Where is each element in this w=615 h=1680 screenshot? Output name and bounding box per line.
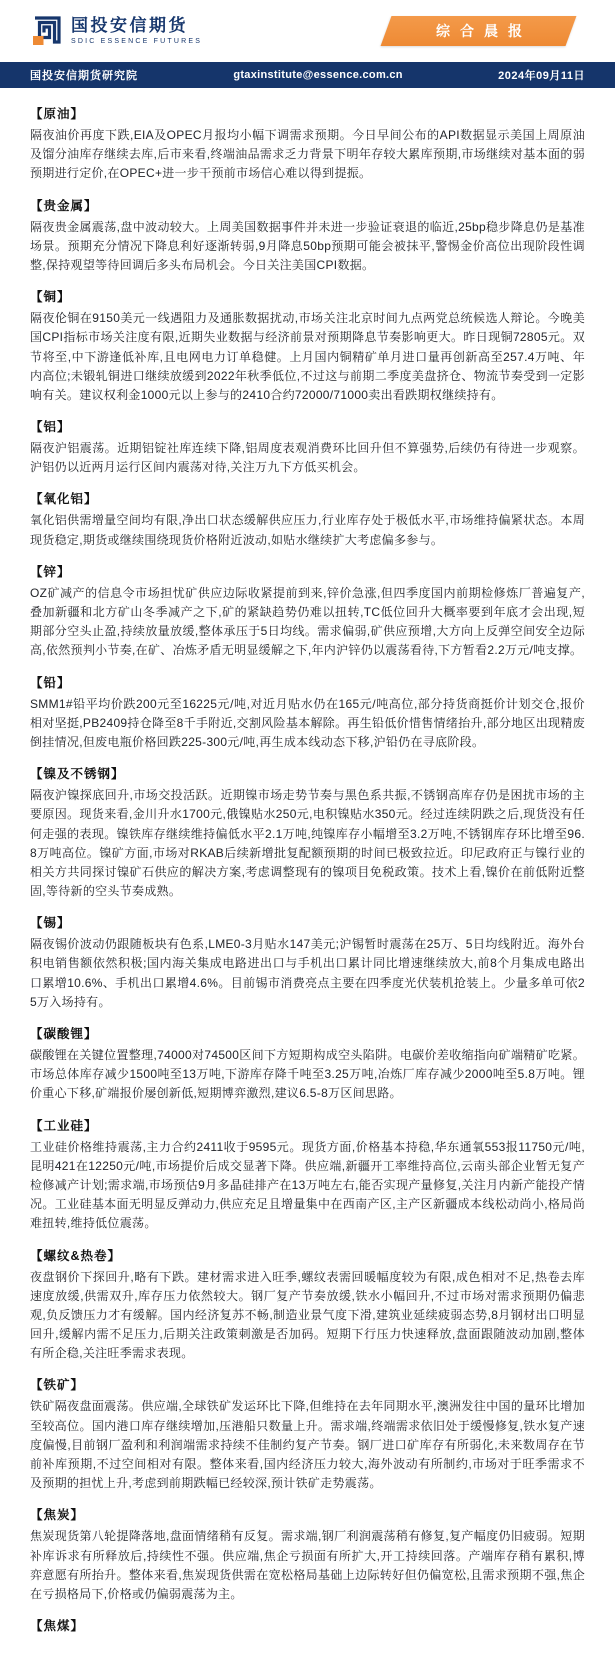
report-section — [30, 489, 585, 549]
section-text: 隔夜锡价波动仍跟随板块有色系,LME0-3月贴水147美元;沪锡暂时震荡在25万、5日均线附近。海外台积电销售额依然积极;国内海关集成电路进出口与手机出口累计同比增速继续放大,前8个月集成电路出口累增10.6%、手机出口累增4.6%。目前锡市消费亮点主要在四季度光伏装机抢装上。少量多单可依25万入场持有。 — [30, 937, 585, 1009]
section-title: 【氧化铝】 — [30, 492, 98, 507]
sdic-logo-icon — [30, 15, 62, 47]
section-text: 隔夜沪铝震荡。近期铝锭社库连续下降,铝周度表观消费环比回升但不算强势,后续仍有待进一步观察。沪铝仍以近两月运行区间内震荡对待,关注万九下方低买机会。 — [30, 441, 585, 475]
section-title: 【锡】 — [30, 916, 71, 931]
contact-email[interactable]: gtaxinstitute@essence.com.cn — [233, 69, 403, 81]
report-section — [30, 287, 585, 405]
section-title: 【焦炭】 — [30, 1508, 85, 1523]
report-section — [30, 673, 585, 753]
report-section — [30, 562, 585, 661]
section-title: 【镍及不锈钢】 — [30, 767, 125, 782]
section-text: 氧化铝供需增量空间均有限,净出口状态缓解供应压力,行业库存处于极低水平,市场维持偏紧状态。本周现货稳定,期货或继续围绕现货价格附近波动,如贴水继续扩大考虑偏多参与。 — [30, 513, 585, 547]
header — [0, 0, 615, 62]
brand-name: 国投安信期货 — [71, 15, 188, 35]
report-section — [30, 196, 585, 276]
section-title: 【贵金属】 — [30, 198, 98, 213]
section-text: 隔夜沪镍探底回升,市场交投活跃。近期镍市场走势节奏与黑色系共振,不锈钢高库存仍是困扰市场的主要原因。现货来看,金川升水1700元,俄镍贴水250元,电积镍贴水350元。经过连续阴跌之后,现货没有任何走强的表现。镍铁库存继续维持偏低水平2.1万吨,纯镍库存小幅增至3.2万吨,不锈钢库存环比增至96.8万吨高位。镍矿方面,市场对RKAB后续新增批复配额预期的时间已极致拉近。印尼政府正与镍行业的相关方共同探讨镍矿石供应的解决方案,考虑调整现有的镍项目免税政策。技术上看,镍价在前低附近整固,等待新的空头节奏成熟。 — [30, 788, 585, 899]
brand-text — [71, 17, 202, 46]
report-section — [30, 764, 585, 901]
report-type-label: 综合晨报 — [435, 23, 532, 39]
report-date: 2024年09月11日 — [498, 70, 585, 82]
report-section — [30, 1246, 585, 1364]
section-title: 【铜】 — [30, 290, 71, 305]
brand-subtitle: SDIC ESSENCE FUTURES — [71, 38, 203, 46]
section-text: SMM1#铅平均价跌200元至16225元/吨,对近月贴水仍在165元/吨高位,部分持货商挺价计划交仓,报价相对坚挺,PB2409持仓降至8千手附近,交割风险基本解除。再生铅低价惜售情绪抬升,部分地区出现精废倒挂情况,但废电瓶价格回跌225-300元/吨,再生成本线动态下移,沪铅仍在寻底阶段。 — [30, 696, 585, 749]
report-section — [30, 1024, 585, 1104]
section-title: 【铅】 — [30, 675, 71, 690]
section-title: 【锌】 — [30, 564, 71, 579]
report-section — [30, 1375, 585, 1493]
info-bar — [0, 62, 615, 88]
report-section — [30, 1116, 585, 1234]
section-text: 隔夜油价再度下跌,EIA及OPEC月报均小幅下调需求预期。今日早间公布的API数据显示美国上周原油及馏分油库存继续去库,后市来看,终端油品需求乏力背景下明年存较大累库预期,市场继续对基本面的弱预期进行定价,在OPEC+进一步干预前市场信心难以得到提振。 — [30, 128, 585, 181]
section-text: 隔夜贵金属震荡,盘中波动较大。上周美国数据事件并未进一步验证衰退的临近,25bp稳步降息仍是基准场景。预期充分情况下降息利好逐渐转弱,9月降息50bp预期可能会被抹平,警惕金价高位出现阶段性调整,保持观望等待回调后多头布局机会。今日关注美国CPI数据。 — [30, 219, 585, 272]
section-text: 隔夜伦铜在9150美元一线遇阻力及通胀数据扰动,市场关注北京时间九点两党总统候选人辩论。今晚美国CPI指标市场关注度有限,近期失业数据与经济前景对预期降息节奏影响更大。昨日现铜72805元。双节将至,中下游逢低补库,且电网电力订单稳健。上月国内铜精矿单月进口量再创新高至257.4万吨、年内高位;未锻轧铜进口继续放缓到2022年秋季低位,不过这与前期二季度美盘挤仓、物流节奏受到一定影响有关。建议权利金1000元以上参与的2410合约72000/71000卖出看跌期权继续持有。 — [30, 311, 585, 402]
report-section — [30, 913, 585, 1012]
section-title: 【铝】 — [30, 420, 71, 435]
section-text: 碳酸锂在关键位置整理,74000对74500区间下方短期构成空头陷阱。电碳价差收缩指向矿端精矿吃紧。市场总体库存减少1500吨至13万吨,下游库存降千吨至3.25万吨,冶炼厂库存减少2000吨至5.8万吨。锂价重心下移,矿端报价屡创新低,短期博弈激烈,建议6.5-8万区间思路。 — [30, 1048, 585, 1101]
section-title: 【铁矿】 — [30, 1378, 85, 1393]
section-title: 【工业硅】 — [30, 1118, 98, 1133]
section-title: 【碳酸锂】 — [30, 1027, 98, 1041]
section-title: 【焦煤】 — [30, 1619, 85, 1634]
brand — [30, 15, 202, 47]
section-title: 【原油】 — [30, 107, 85, 121]
report-type-badge — [381, 16, 577, 46]
report-section — [30, 417, 585, 477]
report-section — [30, 104, 585, 184]
section-text: 夜盘钢价下探回升,略有下跌。建材需求进入旺季,螺纹表需回暖幅度较为有限,成色相对不足,热卷去库速度放缓,供需双升,库存压力依然较大。钢厂复产节奏放缓,铁水小幅回升,不过市场对需求预期仍偏悲观,负反馈压力才有缓解。国内经济复苏不畅,制造业景气度下滑,建筑业延续疲弱态势,8月钢材出口明显回升,缓解内需不足压力,后期关注政策刺激是否加码。短期下行压力快速释放,盘面跟随波动加剧,整体有所企稳,关注旺季需求表现。 — [30, 1269, 585, 1361]
section-text: OZ矿减产的信息令市场担忧矿供应边际收紧提前到来,锌价急涨,但四季度国内前期检修炼厂普遍复产,叠加新疆和北方矿山冬季减产之下,矿的紧缺趋势仍难以扭转,TC低位回升大概率要到年底才会出现,短期部分空头止盈,持续放量放缓,整体承压于5日均线。需求偏弱,矿供应预增,大方向上反弹空间安全边际高,依然预判小节奏,在矿、冶炼矛盾无明显缓解之下,年内沪锌仍以震荡看待,下方暂看2.2万元/吨支撑。 — [30, 585, 585, 658]
institute-name: 国投安信期货研究院 — [30, 70, 138, 82]
report-body — [0, 88, 615, 1634]
section-text: 焦炭现货第八轮提降落地,盘面情绪稍有反复。需求端,钢厂利润震荡稍有修复,复产幅度仍旧疲弱。短期补库诉求有所释放后,持续性不强。供应端,焦企亏损面有所扩大,开工持续回落。产端库存稍有累积,博弈意愿有所抬升。整体来看,焦炭现货供需在宽松格局基础上边际转好但仍偏宽松,且需求预期不强,焦企在亏损格局下,价格或仍偏弱震荡为主。 — [30, 1529, 585, 1601]
section-text: 工业硅价格维持震荡,主力合约2411收于9595元。现货方面,价格基本持稳,华东通氧553报11750元/吨,昆明421在12250元/吨,市场提价后成交显著下降。供应端,新疆开工率维持高位,云南头部企业暂无复产检修减产计划;需求端,市场预估9月多晶硅排产在13万吨左右,能否实现产量修复,关注月内新产能投产情况。工业硅基本面无明显反弹动力,供应充足且增量集中在西南产区,主产区新疆成本线松动尚小,格局尚难扭转,维持低位震荡。 — [30, 1139, 585, 1231]
section-title: 【螺纹&热卷】 — [30, 1248, 122, 1263]
report-section — [30, 1616, 585, 1634]
section-text: 铁矿隔夜盘面震荡。供应端,全球铁矿发运环比下降,但维持在去年同期水平,澳洲发往中国的量环比增加至较高位。国内港口库存继续增加,压港船只数量上升。需求端,终端需求依旧处于缓慢修复,铁水复产速度偏慢,目前钢厂盈利和利润端需求持续不佳制约复产节奏。钢厂进口矿库存有所弱化,未来数周存在节前补库预期,不过空间相对有限。整体来看,国内经济压力较大,海外波动有所制约,市场对于旺季需求不及预期的担忧上升,考虑到前期跌幅已经较深,预计铁矿走势震荡。 — [30, 1399, 585, 1491]
report-section — [30, 1505, 585, 1604]
